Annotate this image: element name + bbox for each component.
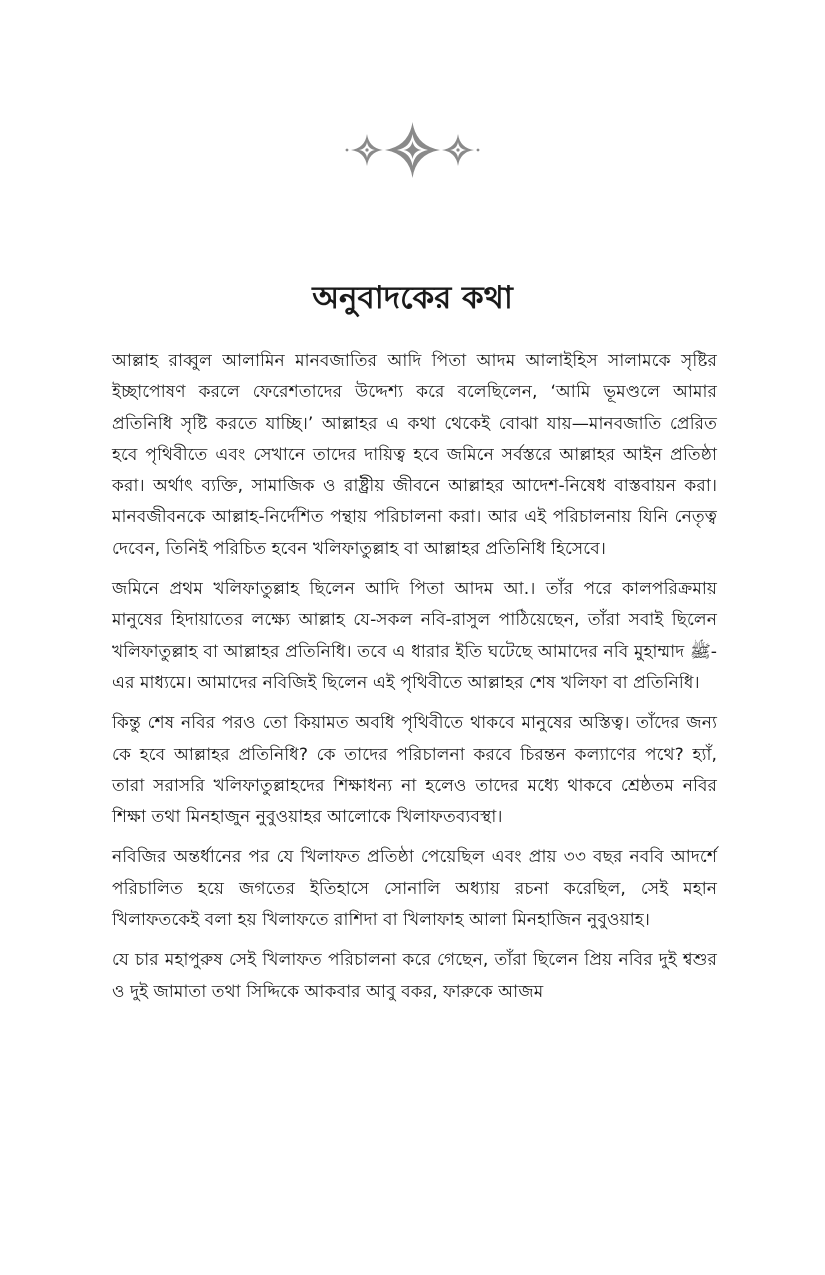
paragraph-4: নবিজির অন্তর্ধানের পর যে খিলাফত প্রতিষ্ঠা পেয়েছিল এবং প্রায় ৩৩ বছর নববি আদর্শে পরিচালিত হয়ে জগতের ইতিহাসে সোনালি অধ্যায় রচনা করেছিল, সেই মহান খিলাফতকেই বলা হয় খিলাফতে রাশিদা বা খিলাফাহ আলা মিনহাজিন নুবুওয়াহ। [112, 847, 717, 931]
star-ornament-icon [340, 110, 485, 190]
paragraph-1: আল্লাহ রাব্বুল আলামিন মানবজাতির আদি পিতা আদম আলাইহিস সালামকে সৃষ্টির ইচ্ছাপোষণ করলে ফেরেশতাদের উদ্দেশ্য করে বলেছিলেন, ‘আমি ভূমণ্ডলে আমার প্রতিনিধি সৃষ্টি করতে যাচ্ছি।’ আল্লাহর এ কথা থেকেই বোঝা যায়—মানবজাতি প্রেরিত হবে পৃথিবীতে এবং সেখানে তাদের দায়িত্ব হবে জমিনে সর্বস্তরে আল্লাহর আইন প্রতিষ্ঠা করা। অর্থাৎ ব্যক্তি, সামাজিক ও রাষ্ট্রীয় জীবনে আল্লাহর আদেশ-নিষেধ বাস্তবায়ন করা। মানবজীবনকে আল্লাহ-নির্দেশিত পন্থায় পরিচালনা করা। আর এই পরিচালনায় যিনি নেতৃত্ব দেবেন, তিনিই পরিচিত হবেন খলিফাতুল্লাহ বা আল্লাহর প্রতিনিধি হিসেবে। [112, 351, 717, 559]
paragraph-3: কিন্তু শেষ নবির পরও তো কিয়ামত অবধি পৃথিবীতে থাকবে মানুষের অস্তিত্ব। তাঁদের জন্য কে হবে আল্লাহর প্রতিনিধি? কে তাদের পরিচালনা করবে চিরন্তন কল্যাণের পথে? হ্যাঁ, তারা সরাসরি খলিফাতুল্লাহদের শিক্ষাধন্য না হলেও তাদের মধ্যে থাকবে শ্রেষ্ঠতম নবির শিক্ষা তথা মিনহাজুন নুবুওয়াহর আলোকে খিলাফতব্যবস্থা। [112, 713, 717, 828]
paragraph-5: যে চার মহাপুরুষ সেই খিলাফত পরিচালনা করে গেছেন, তাঁরা ছিলেন প্রিয় নবির দুই শ্বশুর ও দুই জামাতা তথা সিদ্দিকে আকবার আবু বকর, ফারুকে আজম [112, 950, 717, 1002]
paragraph-2: জমিনে প্রথম খলিফাতুল্লাহ ছিলেন আদি পিতা আদম আ.। তাঁর পরে কালপরিক্রমায় মানুষের হিদায়াতের লক্ষ্যে আল্লাহ যে-সকল নবি-রাসুল পাঠিয়েছেন, তাঁরা সবাই ছিলেন খলিফাতুল্লাহ বা আল্লাহর প্রতিনিধি। তবে এ ধারার ইতি ঘটেছে আমাদের নবি মুহাম্মাদ ﷺ-এর মাধ্যমে। আমাদের নবিজিই ছিলেন এই পৃথিবীতে আল্লাহর শেষ খলিফা বা প্রতিনিধি। [112, 579, 717, 693]
page-title: অনুবাদকের কথা [312, 280, 513, 316]
body-text [112, 346, 717, 1017]
